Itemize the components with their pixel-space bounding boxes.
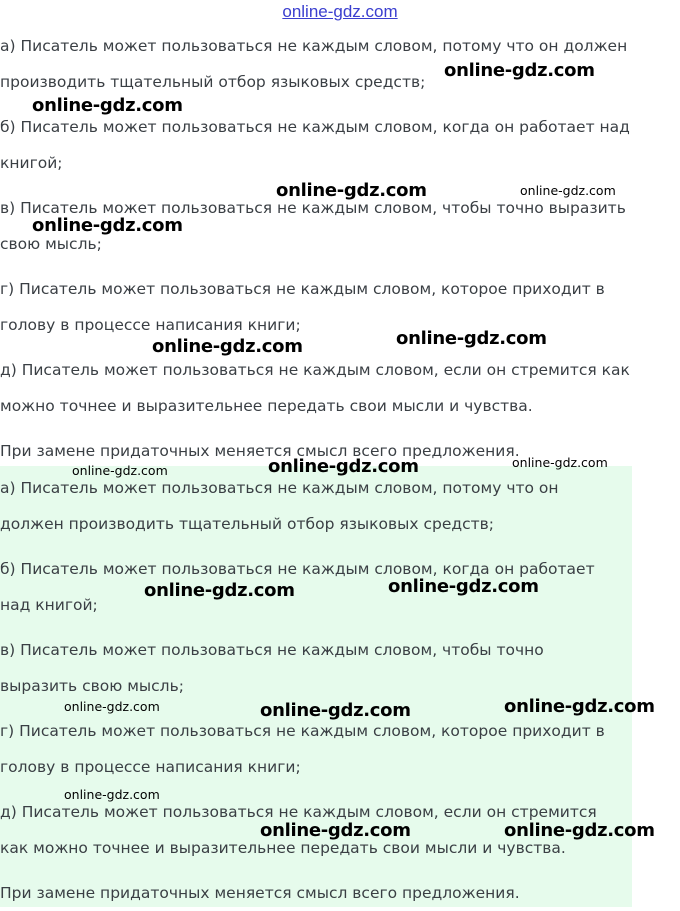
watermark: online-gdz.com: [268, 456, 419, 477]
watermark: online-gdz.com: [64, 699, 160, 714]
paragraph-b: б) Писатель может пользоваться не каждым словом, когда он работает над книгой;: [0, 560, 595, 614]
paragraph-d: д) Писатель может пользоваться не каждым словом, если он стремится как можно точнее и выразительнее передать свои мысли и чувства.: [0, 803, 597, 857]
paragraph-d: д) Писатель может пользоваться не каждым словом, если он стремится как можно точнее и выразительнее передать свои мысли и чувства.: [0, 361, 630, 415]
paragraph-a: а) Писатель может пользоваться не каждым словом, потому что он должен производить тщательный отбор языковых средств;: [0, 37, 628, 91]
conclusion: При замене придаточных меняется смысл всего предложения.: [0, 884, 520, 902]
watermark: online-gdz.com: [32, 95, 183, 116]
site-link[interactable]: online-gdz.com: [282, 2, 398, 21]
watermark: online-gdz.com: [32, 215, 183, 236]
paragraph-b: б) Писатель может пользоваться не каждым словом, когда он работает над книгой;: [0, 118, 630, 172]
watermark: online-gdz.com: [64, 787, 160, 802]
watermark: online-gdz.com: [504, 696, 655, 717]
watermark: online-gdz.com: [260, 820, 411, 841]
watermark: online-gdz.com: [504, 820, 655, 841]
paragraph-g: г) Писатель может пользоваться не каждым словом, которое приходит в голову в процессе написания книги;: [0, 722, 605, 776]
watermark: online-gdz.com: [144, 580, 295, 601]
watermark: online-gdz.com: [276, 180, 427, 201]
paragraph-a: а) Писатель может пользоваться не каждым словом, потому что он должен производить тщательный отбор языковых средств;: [0, 479, 559, 533]
conclusion: При замене придаточных меняется смысл всего предложения.: [0, 442, 520, 460]
watermark: online-gdz.com: [388, 576, 539, 597]
watermark: online-gdz.com: [512, 455, 608, 470]
watermark: online-gdz.com: [396, 328, 547, 349]
watermark: online-gdz.com: [260, 700, 411, 721]
paragraph-v: в) Писатель может пользоваться не каждым словом, чтобы точно выразить свою мысль;: [0, 199, 626, 253]
watermark: online-gdz.com: [152, 336, 303, 357]
watermark: online-gdz.com: [520, 183, 616, 198]
watermark: online-gdz.com: [72, 463, 168, 478]
watermark: online-gdz.com: [444, 60, 595, 81]
paragraph-v: в) Писатель может пользоваться не каждым словом, чтобы точно выразить свою мысль;: [0, 641, 544, 695]
paragraph-g: г) Писатель может пользоваться не каждым словом, которое приходит в голову в процессе написания книги;: [0, 280, 605, 334]
